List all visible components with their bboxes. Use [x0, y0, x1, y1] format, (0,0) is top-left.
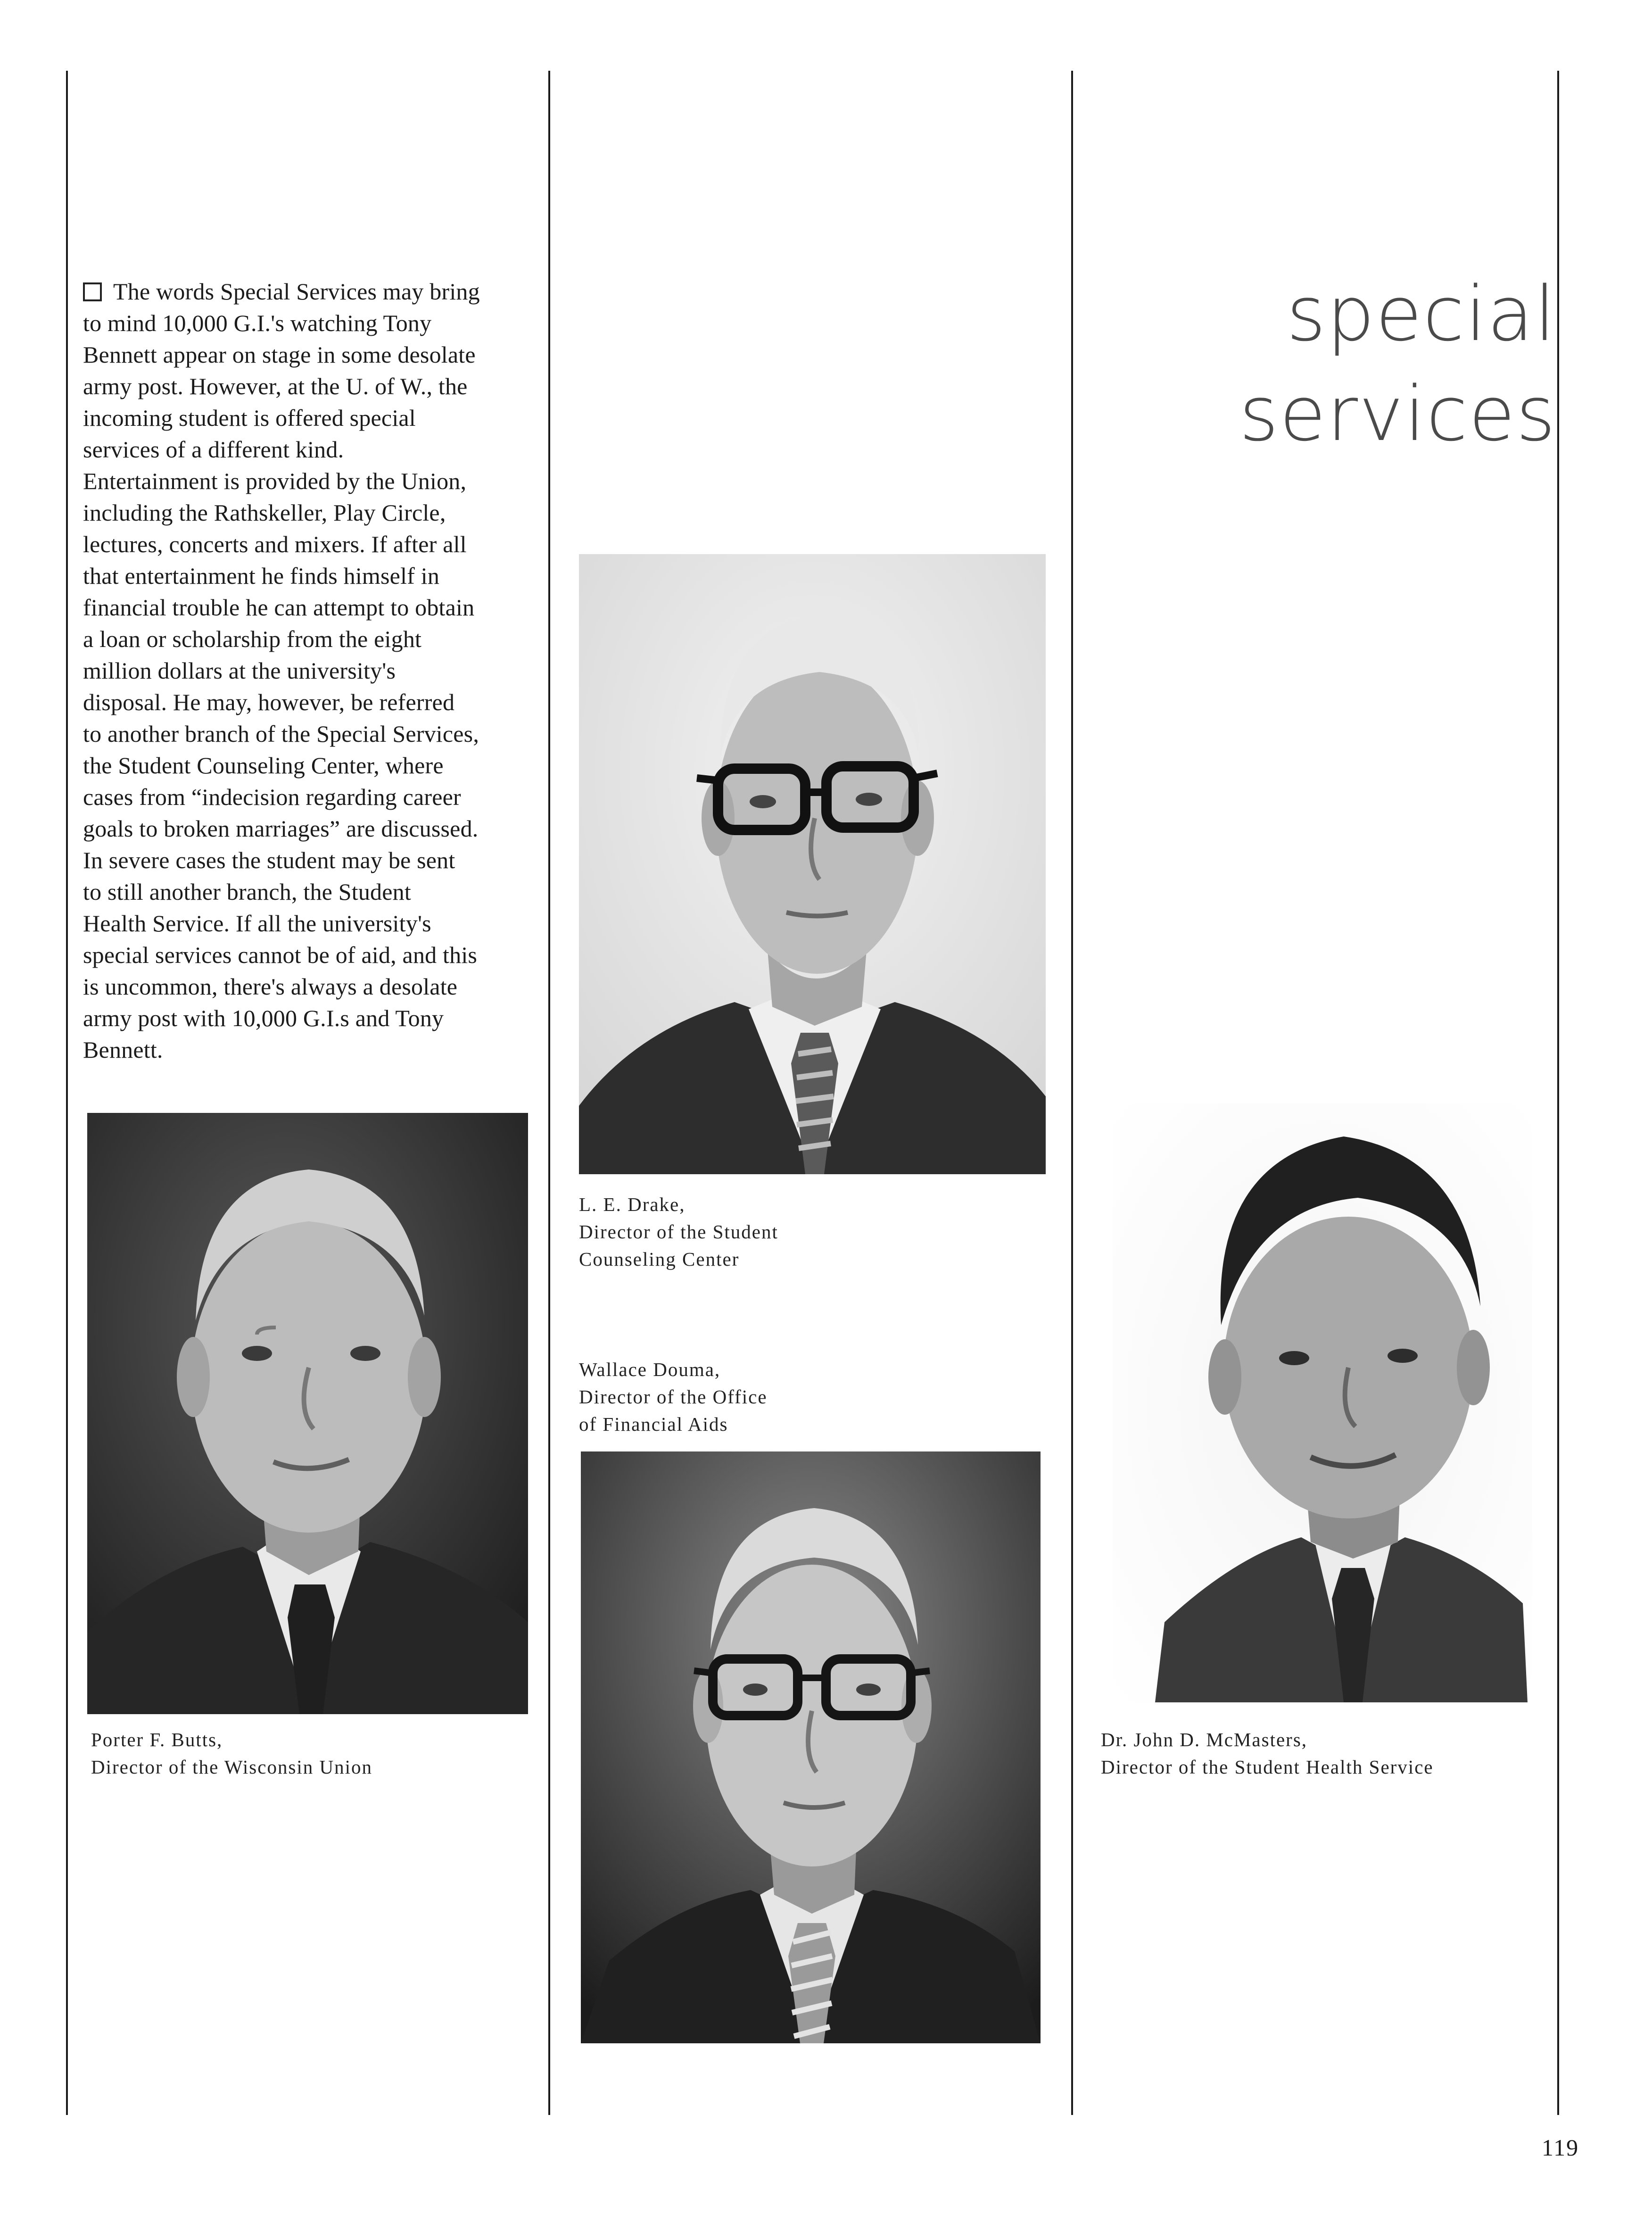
intro-line: Entertainment is provided by the Union, [83, 468, 467, 494]
portrait-douma-image [581, 1451, 1041, 2043]
intro-line: to mind 10,000 G.I.'s watching Tony [83, 310, 432, 336]
intro-line: Bennett. [83, 1037, 163, 1063]
intro-line: special services cannot be of aid, and this [83, 942, 478, 968]
caption-mcmasters-title-1: Director of the Student Health Service [1101, 1756, 1434, 1778]
intro-line: financial trouble he can attempt to obtain [83, 594, 475, 621]
column-rule-1 [66, 71, 68, 2115]
caption-mcmasters-name: Dr. John D. McMasters, [1101, 1729, 1308, 1750]
caption-mcmasters [1101, 1726, 1434, 1781]
intro-line: is uncommon, there's always a desolate [83, 973, 458, 1000]
intro-line: In severe cases the student may be sent [83, 847, 455, 873]
page-number: 119 [1542, 2134, 1579, 2161]
portrait-drake-image [579, 554, 1046, 1174]
intro-line: to still another branch, the Student [83, 879, 411, 905]
photo-douma [581, 1451, 1041, 2043]
intro-line: to another branch of the Special Services, [83, 721, 479, 747]
photo-butts [87, 1113, 528, 1714]
intro-line: million dollars at the university's [83, 657, 396, 684]
intro-line: cases from “indecision regarding career [83, 784, 461, 810]
caption-douma-name: Wallace Douma, [579, 1359, 721, 1380]
caption-drake-name: L. E. Drake, [579, 1194, 686, 1215]
caption-drake-title-2: Counseling Center [579, 1248, 740, 1270]
caption-douma-title-2: of Financial Aids [579, 1413, 728, 1435]
intro-line: lectures, concerts and mixers. If after all [83, 531, 467, 557]
photo-mcmasters [1113, 1103, 1532, 1702]
caption-drake-title-1: Director of the Student [579, 1221, 778, 1243]
intro-line: army post. However, at the U. of W., the [83, 373, 468, 399]
intro-paragraph [83, 276, 554, 1066]
column-rule-3 [1071, 71, 1073, 2115]
portrait-mcmasters-image [1113, 1103, 1532, 1702]
intro-line: that entertainment he finds himself in [83, 563, 440, 589]
intro-line: services of a different kind. [83, 436, 344, 463]
intro-line: Health Service. If all the university's [83, 910, 431, 937]
intro-line: incoming student is offered special [83, 405, 416, 431]
caption-butts [91, 1726, 372, 1781]
checkbox-icon [83, 282, 102, 301]
column-rule-4 [1557, 71, 1559, 2115]
intro-line: army post with 10,000 G.I.s and Tony [83, 1005, 444, 1031]
intro-line: the Student Counseling Center, where [83, 752, 444, 779]
intro-line: The words Special Services may bring [83, 276, 554, 307]
caption-butts-title-1: Director of the Wisconsin Union [91, 1756, 373, 1778]
intro-line: Bennett appear on stage in some desolate [83, 341, 476, 368]
caption-douma-title-1: Director of the Office [579, 1386, 768, 1408]
intro-line: goals to broken marriages” are discussed. [83, 815, 479, 842]
caption-drake [579, 1191, 778, 1273]
photo-drake [579, 554, 1046, 1174]
heading-line-1: special [1286, 270, 1556, 358]
caption-douma [579, 1356, 768, 1438]
intro-line: a loan or scholarship from the eight [83, 626, 422, 652]
caption-butts-name: Porter F. Butts, [91, 1729, 223, 1750]
intro-line: disposal. He may, however, be referred [83, 689, 455, 715]
heading-line-2: services [1239, 370, 1556, 458]
page-heading [1239, 264, 1556, 464]
portrait-butts-image [87, 1113, 528, 1714]
intro-line: including the Rathskeller, Play Circle, [83, 499, 446, 526]
